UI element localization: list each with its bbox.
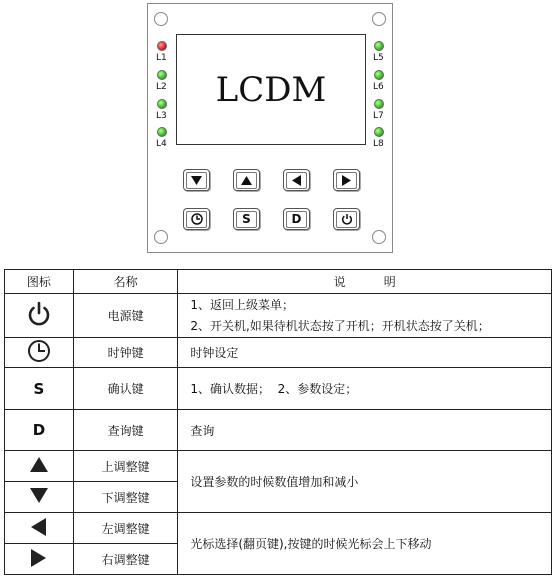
right-key[interactable] [333,169,360,191]
left-key[interactable] [283,169,310,191]
header-description: 说 明 [178,270,552,294]
arrow-down-icon [30,488,48,503]
arrow-up-icon [30,457,48,472]
key-function-table [4,269,552,575]
table-row [5,338,552,368]
led-indicator [374,127,384,137]
header-name: 名称 [73,270,177,294]
lcd-text: LCDM [215,69,327,110]
table-row [5,294,552,338]
arrow-left-icon [292,175,301,186]
arrow-down-icon [191,176,202,185]
arrow-right-icon [342,175,351,186]
key-description [178,294,552,338]
s-letter-icon: S [33,379,45,398]
mounting-hole [154,230,168,244]
key-description: 光标选择(翻页键),按键的时候光标会上下移动 [178,513,552,575]
led-label: L5 [373,53,384,63]
lcd-screen [176,34,366,145]
key-name: 左调整键 [73,513,177,544]
key-name: 确认键 [73,368,177,410]
header-icon: 图标 [5,270,74,294]
arrow-right-icon [31,549,46,567]
up-key[interactable] [233,169,260,191]
key-description: 查询 [178,410,552,451]
led-label: L2 [156,82,167,92]
led-indicator [374,41,384,51]
led-label: L7 [373,111,384,121]
led-indicator [157,99,167,109]
key-name: 时钟键 [73,338,177,368]
confirm-key[interactable] [233,208,260,230]
clock-key[interactable] [183,208,210,230]
table-row [5,410,552,451]
key-name: 电源键 [73,294,177,338]
led-indicator [157,127,167,137]
table-header-row [5,270,552,294]
query-key[interactable] [283,208,310,230]
confirm-key-label: S [242,212,251,226]
key-description: 1、确认数据； 2、参数设定； [178,368,552,410]
led-label: L6 [373,82,384,92]
key-name: 下调整键 [73,482,177,513]
power-icon [341,213,353,225]
description-line: 1、返回上级菜单； [190,297,294,312]
led-label: L8 [373,139,384,149]
table-row [5,451,552,482]
query-key-label: D [291,212,302,226]
mounting-hole [372,230,386,244]
led-indicator [374,70,384,80]
down-key[interactable] [183,169,210,191]
mounting-hole [154,12,168,26]
mounting-hole [372,12,386,26]
led-indicator [157,41,167,51]
clock-icon [191,213,203,225]
clock-icon [27,339,51,363]
led-indicator [157,70,167,80]
led-label: L3 [156,111,167,121]
key-description: 时钟设定 [178,338,552,368]
table-row [5,368,552,410]
key-description: 设置参数的时候数值增加和减小 [178,451,552,513]
led-label: L1 [156,53,167,63]
led-indicator [374,99,384,109]
key-name: 查询键 [73,410,177,451]
key-name: 右调整键 [73,544,177,575]
description-line: 2、开关机,如果待机状态按了开机；开机状态按了关机； [190,318,490,333]
arrow-left-icon [31,518,46,536]
d-letter-icon: D [32,421,46,439]
key-name: 上调整键 [73,451,177,482]
led-label: L4 [156,139,167,149]
arrow-up-icon [241,176,252,185]
power-key[interactable] [333,208,360,230]
table-row [5,513,552,544]
power-icon [26,301,52,327]
